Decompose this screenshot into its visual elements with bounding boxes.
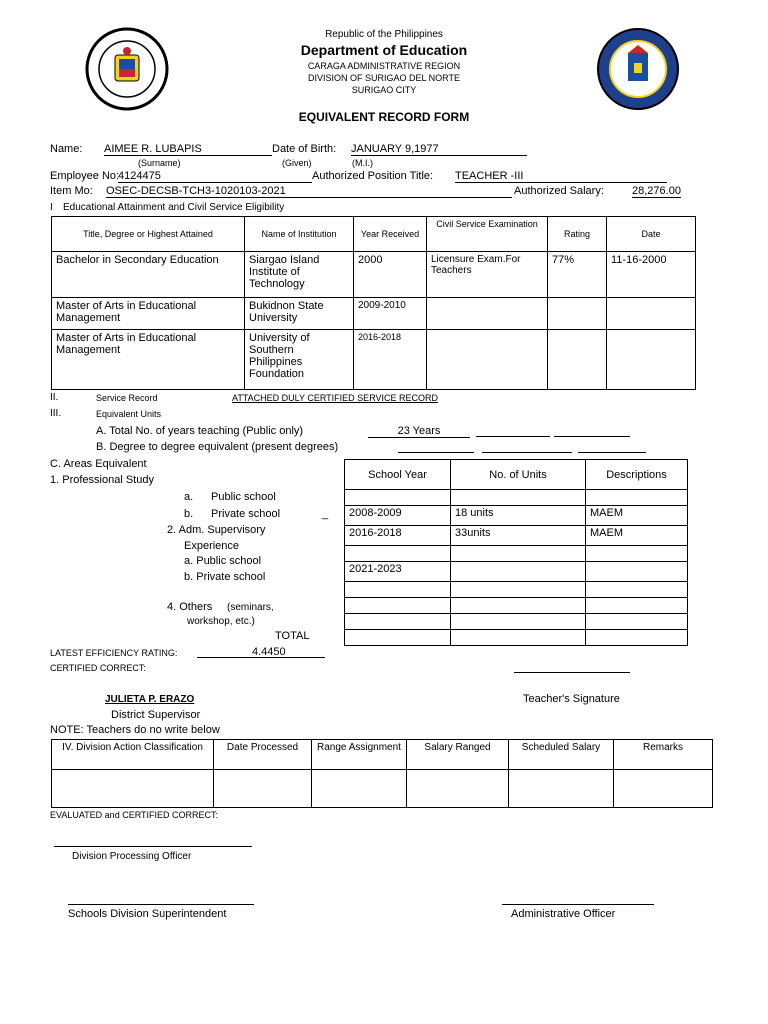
units-cell <box>451 630 586 646</box>
table-row <box>345 614 688 630</box>
superintendent-line <box>68 904 254 905</box>
degree-cell: Master of Arts in Educational Management <box>52 298 245 330</box>
units-cell <box>451 546 586 562</box>
total-label: TOTAL <box>275 630 310 642</box>
col-remarks: Remarks <box>614 740 713 770</box>
section-2-title: Service Record <box>96 393 158 403</box>
admin-officer-line <box>502 904 654 905</box>
efficiency-value: 4.4450 <box>252 646 286 658</box>
school-year-cell: 2016-2018 <box>345 526 451 546</box>
blank-line <box>578 452 646 453</box>
section-3-numeral: III. <box>50 408 62 419</box>
others-label: 4. Others <box>167 601 213 613</box>
institution-cell: Siargao Island Institute of Technology <box>245 252 354 298</box>
year-cell: 2000 <box>354 252 427 298</box>
admin-officer-label: Administrative Officer <box>511 908 616 920</box>
col-year: Year Received <box>354 217 427 252</box>
school-year-cell <box>345 582 451 598</box>
certified-label: CERTIFIED CORRECT: <box>50 663 146 673</box>
exam-cell <box>427 330 548 390</box>
units-cell <box>451 490 586 506</box>
units-cell: 18 units <box>451 506 586 526</box>
col-rating: Rating <box>548 217 607 252</box>
date-cell <box>607 298 696 330</box>
others-workshop: workshop, etc.) <box>187 616 255 627</box>
education-header-row <box>52 217 696 252</box>
form-title: EQUIVALENT RECORD FORM <box>298 110 470 124</box>
superintendent-label: Schools Division Superintendent <box>68 908 227 920</box>
dob-label: Date of Birth: <box>272 143 337 155</box>
table-row <box>345 582 688 598</box>
republic-label: Republic of the Philippines <box>325 29 443 40</box>
col-salary-ranged: Salary Ranged <box>407 740 509 770</box>
name-value: AIMEE R. LUBAPIS <box>104 143 272 156</box>
region-label: CARAGA ADMINISTRATIVE REGION <box>307 61 461 71</box>
description-cell <box>586 546 688 562</box>
division-label: DIVISION OF SURIGAO DEL NORTE <box>307 73 461 83</box>
blank-cell <box>407 770 509 808</box>
col-institution: Name of Institution <box>245 217 354 252</box>
units-header-row <box>345 460 688 490</box>
units-cell <box>451 582 586 598</box>
public-school-label: Public school <box>211 491 276 503</box>
division-action-table <box>51 739 713 808</box>
teacher-signature-line <box>514 672 630 673</box>
col-descriptions: Descriptions <box>586 460 688 490</box>
blank-cell <box>509 770 614 808</box>
institution-cell: Bukidnon State University <box>245 298 354 330</box>
units-cell <box>451 562 586 582</box>
position-value: TEACHER -III <box>455 170 667 183</box>
adm-public-label: a. Public school <box>184 555 262 567</box>
description-cell <box>586 490 688 506</box>
units-cell <box>451 614 586 630</box>
year-cell: 2009-2010 <box>354 298 427 330</box>
description-cell <box>586 630 688 646</box>
units-table <box>344 459 688 646</box>
education-table <box>51 216 696 390</box>
processing-officer-label: Division Processing Officer <box>72 851 192 862</box>
table-row <box>345 546 688 562</box>
col-range-assignment: Range Assignment <box>312 740 407 770</box>
school-year-cell <box>345 598 451 614</box>
col-date-processed: Date Processed <box>214 740 312 770</box>
col-no-of-units: No. of Units <box>451 460 586 490</box>
adm-private-label: b. Private school <box>184 571 266 583</box>
blank-line <box>398 452 474 453</box>
note-label: NOTE: Teachers do no write below <box>50 724 220 736</box>
professional-study-label: 1. Professional Study <box>50 474 154 486</box>
areas-equivalent-label: C. Areas Equivalent <box>50 458 147 470</box>
school-year-cell: 2008-2009 <box>345 506 451 526</box>
table-row <box>345 490 688 506</box>
school-year-cell: 2021-2023 <box>345 562 451 582</box>
division-blank-row <box>52 770 713 808</box>
blank-line <box>482 452 572 453</box>
blank-cell <box>52 770 214 808</box>
school-year-cell <box>345 630 451 646</box>
col-school-year: School Year <box>345 460 451 490</box>
date-cell <box>607 330 696 390</box>
description-cell <box>586 582 688 598</box>
blank-cell <box>312 770 407 808</box>
rating-cell: 77% <box>548 252 607 298</box>
description-cell <box>586 598 688 614</box>
table-row <box>52 330 696 390</box>
surname-caption: (Surname) <box>138 158 181 168</box>
salary-label: Authorized Salary: <box>514 185 604 197</box>
degree-cell: Bachelor in Secondary Education <box>52 252 245 298</box>
exam-cell: Licensure Exam.For Teachers <box>427 252 548 298</box>
salary-value: 28,276.00 <box>632 185 681 197</box>
school-year-cell <box>345 546 451 562</box>
blank-cell <box>214 770 312 808</box>
description-cell <box>586 614 688 630</box>
supervisor-title: District Supervisor <box>111 709 201 721</box>
col-classification: IV. Division Action Classification <box>52 740 214 770</box>
table-row <box>52 298 696 330</box>
col-scheduled-salary: Scheduled Salary <box>509 740 614 770</box>
given-caption: (Given) <box>282 158 312 168</box>
experience-label: Experience <box>184 540 240 552</box>
position-label: Authorized Position Title: <box>312 170 434 182</box>
section-3-title: Equivalent Units <box>96 409 162 419</box>
table-row <box>345 526 688 546</box>
years-teaching-value: 23 Years <box>368 425 470 438</box>
division-header-row <box>52 740 713 770</box>
dash-mark: _ <box>322 508 329 520</box>
adm-supervisory-label: 2. Adm. Supervisory <box>167 524 266 536</box>
employee-no-value: 4124475 <box>118 170 312 183</box>
dob-value: JANUARY 9,1977 <box>351 143 527 156</box>
degree-equivalent-label: B. Degree to degree equivalent (present degrees) <box>96 441 339 453</box>
description-cell: MAEM <box>586 526 688 546</box>
institution-cell: University of Southern Philippines Foundation <box>245 330 354 390</box>
department-title: Department of Education <box>300 42 468 58</box>
supervisor-name: JULIETA P. ERAZO <box>105 694 195 705</box>
table-row <box>345 506 688 526</box>
others-seminars: (seminars, <box>227 602 274 613</box>
table-row <box>345 598 688 614</box>
units-cell: 33units <box>451 526 586 546</box>
exam-cell <box>427 298 548 330</box>
school-year-cell <box>345 490 451 506</box>
private-school-label: Private school <box>211 508 281 520</box>
units-cell <box>451 598 586 614</box>
name-label: Name: <box>50 143 83 155</box>
item-label: Item Mo: <box>50 185 93 197</box>
processing-officer-line <box>54 846 252 847</box>
employee-no-label: Employee No: <box>50 170 120 182</box>
degree-cell: Master of Arts in Educational Management <box>52 330 245 390</box>
deped-national-seal <box>596 27 680 111</box>
blank-cell <box>614 770 713 808</box>
section-2-numeral: II. <box>50 392 59 403</box>
section-1-numeral: I <box>50 202 53 213</box>
col-degree: Title, Degree or Highest Attained <box>52 217 245 252</box>
rating-cell <box>548 298 607 330</box>
description-cell: MAEM <box>586 506 688 526</box>
city-label: SURIGAO CITY <box>351 85 417 95</box>
deped-division-seal <box>85 27 169 111</box>
blank-line <box>476 436 550 437</box>
table-row <box>345 562 688 582</box>
table-row <box>345 630 688 646</box>
col-date: Date <box>607 217 696 252</box>
teacher-signature-label: Teacher's Signature <box>523 693 620 705</box>
blank-line <box>554 436 630 437</box>
service-record-value: ATTACHED DULY CERTIFIED SERVICE RECORD <box>232 393 439 403</box>
school-year-cell <box>345 614 451 630</box>
public-a: a. <box>184 491 194 503</box>
year-cell: 2016-2018 <box>354 330 427 390</box>
evaluated-label: EVALUATED and CERTIFIED CORRECT: <box>50 810 219 820</box>
mi-caption: (M.I.) <box>352 158 373 168</box>
table-row <box>52 252 696 298</box>
item-value: OSEC-DECSB-TCH3-1020103-2021 <box>106 185 512 198</box>
years-teaching-label: A. Total No. of years teaching (Public only) <box>96 425 304 437</box>
date-cell: 11-16-2000 <box>607 252 696 298</box>
col-exam: Civil Service Examination <box>427 217 548 252</box>
section-1-title: Educational Attainment and Civil Service Eligibility <box>63 202 285 213</box>
rating-cell <box>548 330 607 390</box>
efficiency-label: LATEST EFFICIENCY RATING: <box>50 648 178 658</box>
description-cell <box>586 562 688 582</box>
private-b: b. <box>184 508 194 520</box>
